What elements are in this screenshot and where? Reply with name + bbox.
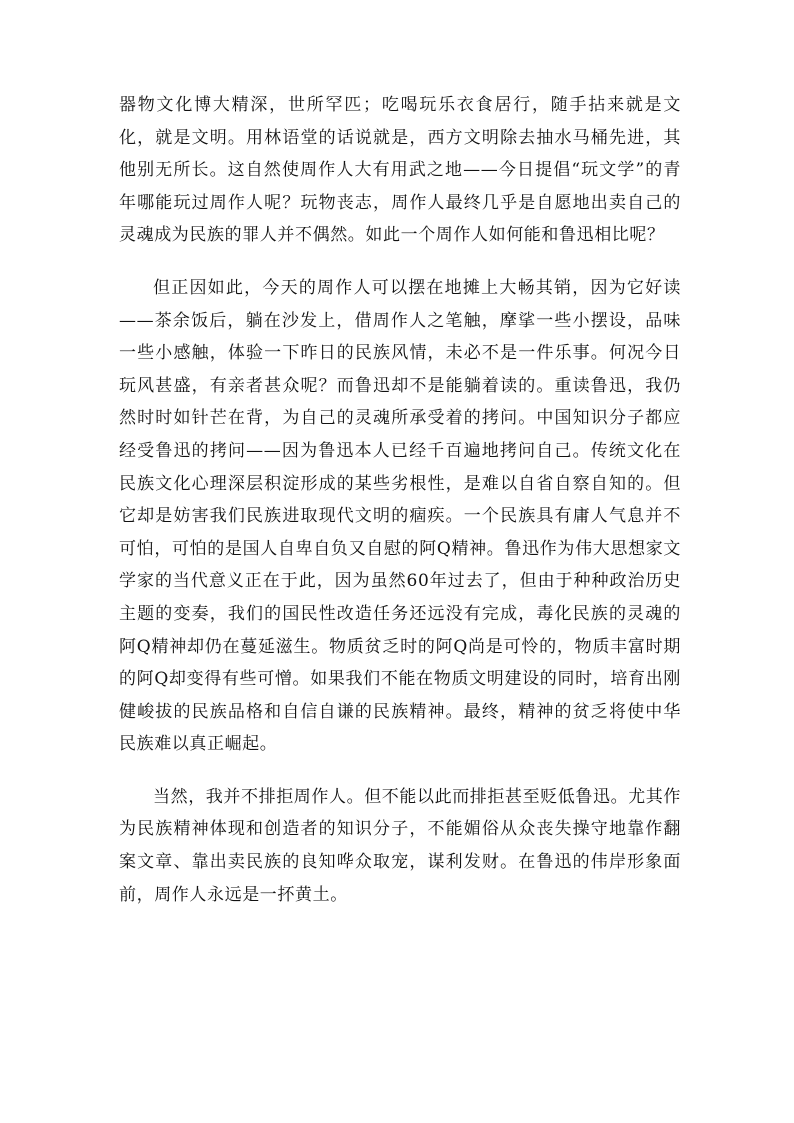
paragraph-2: 但正因如此，今天的周作人可以摆在地摊上大畅其销，因为它好读——茶余饭后，躺在沙发上，借周作人之笔触，摩挲一些小摆设，品味一些小感触，体验一下昨日的民族风情，未必不是一件乐事。何况今日玩风甚盛，有亲者甚众呢？而鲁迅却不是能躺着读的。重读鲁迅，我仍然时时如针芒在背，为自己的灵魂所承受着的拷问。中国知识分子都应经受鲁迅的拷问——因为鲁迅本人已经千百遍地拷问自己。传统文化在民族文化心理深层积淀形成的某些劣根性，是难以自省自察自知的。但它却是妨害我们民族进取现代文明的痼疾。一个民族具有庸人气息并不可怕，可怕的是国人自卑自负又自慰的阿Q精神。鲁迅作为伟大思想家文学家的当代意义正在于此，因为虽然60年过去了，但由于种种政治历史主题的变奏，我们的国民性改造任务还远没有完成，毒化民族的灵魂的阿Q精神却仍在蔓延滋生。物质贫乏时的阿Q尚是可怜的，物质丰富时期的阿Q却变得有些可憎。如果我们不能在物质文明建设的同时，培育出刚健峻拔的民族品格和自信自谦的民族精神。最终，精神的贫乏将使中华民族难以真正崛起。 <box>119 277 681 755</box>
paragraph-3: 当然，我并不排拒周作人。但不能以此而排拒甚至贬低鲁迅。尤其作为民族精神体现和创造者的知识分子，不能媚俗从众丧失操守地靠作翻案文章、靠出卖民族的良知哗众取宠，谋利发财。在鲁迅的伟岸形象面前，周作人永远是一抔黄土。 <box>119 786 681 905</box>
document-body <box>119 89 681 931</box>
paragraph-1: 器物文化博大精深，世所罕匹；吃喝玩乐衣食居行，随手拈来就是文化，就是文明。用林语堂的话说就是，西方文明除去抽水马桶先进，其他别无所长。这自然使周作人大有用武之地——今日提倡“玩文学”的青年哪能玩过周作人呢？玩物丧志，周作人最终几乎是自愿地出卖自己的灵魂成为民族的罪人并不偶然。如此一个周作人如何能和鲁迅相比呢？ <box>119 95 681 246</box>
